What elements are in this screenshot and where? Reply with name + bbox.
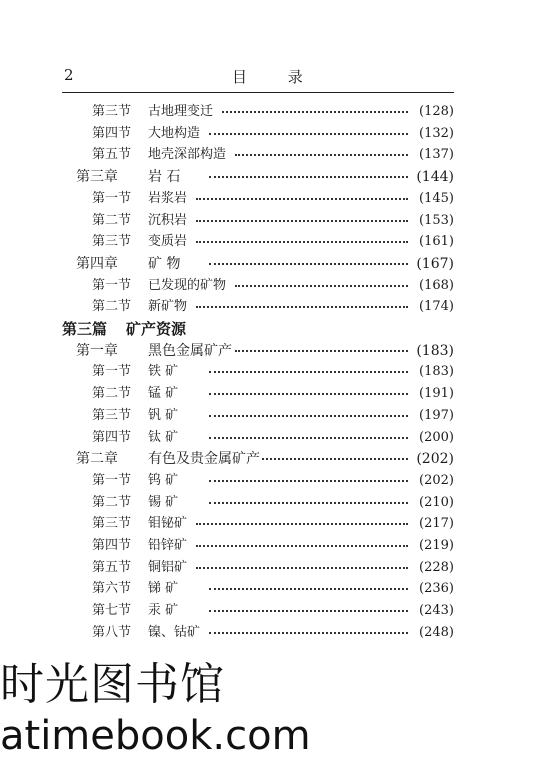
toc-section <box>92 210 454 232</box>
toc-label: 第二章 <box>76 451 118 468</box>
toc-title: 铅锌矿 <box>148 538 188 553</box>
toc-leader-dots <box>196 523 408 525</box>
toc-label: 第二节 <box>92 212 132 228</box>
toc-page-number: (248) <box>419 624 454 640</box>
toc-leader-dots <box>209 480 408 482</box>
toc-title: 锡 矿 <box>148 494 179 510</box>
toc-leader-dots <box>209 588 408 590</box>
toc-label: 第三章 <box>76 169 118 186</box>
toc-page-number: (145) <box>419 190 454 206</box>
toc-section <box>92 231 454 253</box>
toc-label: 第三节 <box>92 516 132 532</box>
toc-page-number: (132) <box>419 125 454 141</box>
toc-page-number: (210) <box>419 494 454 510</box>
toc-label: 第四节 <box>92 429 132 445</box>
toc-section <box>92 123 454 145</box>
toc-title: 钛 矿 <box>148 429 179 445</box>
toc-label: 第六节 <box>92 581 132 597</box>
toc-section <box>92 535 454 557</box>
toc-label: 第二节 <box>92 299 132 315</box>
page-number: 2 <box>64 66 74 84</box>
toc-leader-dots <box>235 285 408 287</box>
toc-title: 黑色金属矿产 <box>148 342 232 359</box>
toc-chapter <box>76 253 454 275</box>
toc-label: 第五节 <box>92 559 132 575</box>
toc-section <box>92 492 454 514</box>
toc-page-number: (183) <box>416 342 454 359</box>
toc-section <box>92 470 454 492</box>
toc-page-number: (191) <box>419 386 454 402</box>
toc-title: 锑 矿 <box>148 581 179 597</box>
toc-title: 变质岩 <box>148 234 188 250</box>
toc-label: 第三篇 <box>62 320 108 338</box>
toc-leader-dots <box>235 350 408 352</box>
toc-chapter <box>76 340 454 362</box>
toc-label: 第一节 <box>92 472 132 488</box>
toc-title: 岩浆岩 <box>148 190 188 206</box>
toc-leader-dots <box>262 458 408 460</box>
toc-leader-dots <box>196 545 408 547</box>
toc-title: 铁 矿 <box>148 364 179 380</box>
toc-part <box>62 318 454 340</box>
toc-title: 大地构造 <box>148 125 201 141</box>
toc-page-number: (161) <box>419 234 454 250</box>
toc-leader-dots <box>209 415 408 417</box>
toc-leader-dots <box>209 632 408 634</box>
toc-leader-dots <box>209 502 408 504</box>
toc-page-number: (200) <box>419 429 454 445</box>
toc-label: 第一章 <box>76 342 118 359</box>
toc-title: 已发现的矿物 <box>148 277 227 293</box>
toc-label: 第一节 <box>92 190 132 206</box>
toc-page-number: (167) <box>416 255 454 272</box>
toc-title: 有色及贵金属矿产 <box>148 451 260 468</box>
toc-page-number: (202) <box>419 472 454 488</box>
toc-section <box>92 600 454 622</box>
toc-leader-dots <box>196 220 408 222</box>
toc-leader-dots <box>209 371 408 373</box>
toc-page-number: (153) <box>419 212 454 228</box>
toc-section <box>92 188 454 210</box>
toc-page-number: (228) <box>419 559 454 575</box>
toc-section <box>92 427 454 449</box>
toc-leader-dots <box>209 263 408 265</box>
toc-leader-dots <box>196 241 408 243</box>
toc-label: 第四节 <box>92 125 132 141</box>
toc-leader-dots <box>196 306 408 308</box>
toc-leader-dots <box>209 610 408 612</box>
toc-leader-dots <box>209 393 408 395</box>
toc-section <box>92 275 454 297</box>
toc-section <box>92 101 454 123</box>
toc-section <box>92 405 454 427</box>
toc-page-number: (128) <box>419 104 454 119</box>
toc-page-number: (168) <box>419 277 454 293</box>
toc-label: 第四章 <box>76 255 118 272</box>
toc-leader-dots <box>235 154 408 156</box>
toc-title: 矿产资源 <box>126 320 187 338</box>
toc-title: 汞 矿 <box>148 603 179 619</box>
toc-title: 铜铝矿 <box>148 559 188 575</box>
toc-title: 岩 石 <box>148 169 181 186</box>
toc-label: 第四节 <box>92 538 132 553</box>
toc-section <box>92 557 454 579</box>
toc-leader-dots <box>196 198 408 200</box>
toc-title: 新矿物 <box>148 299 188 315</box>
toc-leader-dots <box>196 567 408 569</box>
toc-label: 第八节 <box>92 624 132 640</box>
toc-label: 第一节 <box>92 277 132 293</box>
watermark-chinese-text: 时光图书馆 <box>0 659 225 710</box>
toc-page-number: (144) <box>416 169 454 186</box>
toc-title: 钨 矿 <box>148 472 179 488</box>
toc-title: 锰 矿 <box>148 386 179 402</box>
toc-title: 古地理变迁 <box>148 104 214 119</box>
toc-section <box>92 144 454 166</box>
toc-page-number: (243) <box>419 603 454 619</box>
toc-page-number: (202) <box>416 451 454 468</box>
toc-chapter <box>76 448 454 470</box>
toc-label: 第三节 <box>92 234 132 250</box>
toc-title: 矿 物 <box>148 255 181 272</box>
toc-chapter <box>76 166 454 188</box>
toc-leader-dots <box>209 176 408 178</box>
toc-leader-dots <box>222 111 408 113</box>
toc-page-number: (197) <box>419 407 454 423</box>
watermark-url: atimebook.com <box>0 713 311 759</box>
toc-label: 第七节 <box>92 603 132 619</box>
toc-label: 第三节 <box>92 104 132 119</box>
toc-leader-dots <box>209 133 408 135</box>
watermark <box>0 660 533 768</box>
toc-section <box>92 578 454 600</box>
toc-title: 地壳深部构造 <box>148 147 227 163</box>
toc-label: 第一节 <box>92 364 132 380</box>
toc-label: 第五节 <box>92 147 132 163</box>
toc-page-number: (137) <box>419 147 454 163</box>
toc-section <box>92 296 454 318</box>
toc-page-number: (183) <box>419 364 454 380</box>
toc-label: 第二节 <box>92 494 132 510</box>
toc-section <box>92 513 454 535</box>
toc-title: 沉积岩 <box>148 212 188 228</box>
toc-label: 第二节 <box>92 386 132 402</box>
toc-page-number: (236) <box>419 581 454 597</box>
toc-title: 钒 矿 <box>148 407 179 423</box>
toc-section <box>92 383 454 405</box>
header-title: 目 录 <box>232 68 321 86</box>
toc-leader-dots <box>209 437 408 439</box>
toc-section <box>92 622 454 644</box>
toc-section <box>92 361 454 383</box>
toc-page-number: (174) <box>419 299 454 315</box>
toc-label: 第三节 <box>92 407 132 423</box>
toc-title: 钼铋矿 <box>148 516 188 532</box>
toc-page-number: (219) <box>419 538 454 553</box>
toc-title: 镍、钴矿 <box>148 624 201 640</box>
toc-page-number: (217) <box>419 516 454 532</box>
